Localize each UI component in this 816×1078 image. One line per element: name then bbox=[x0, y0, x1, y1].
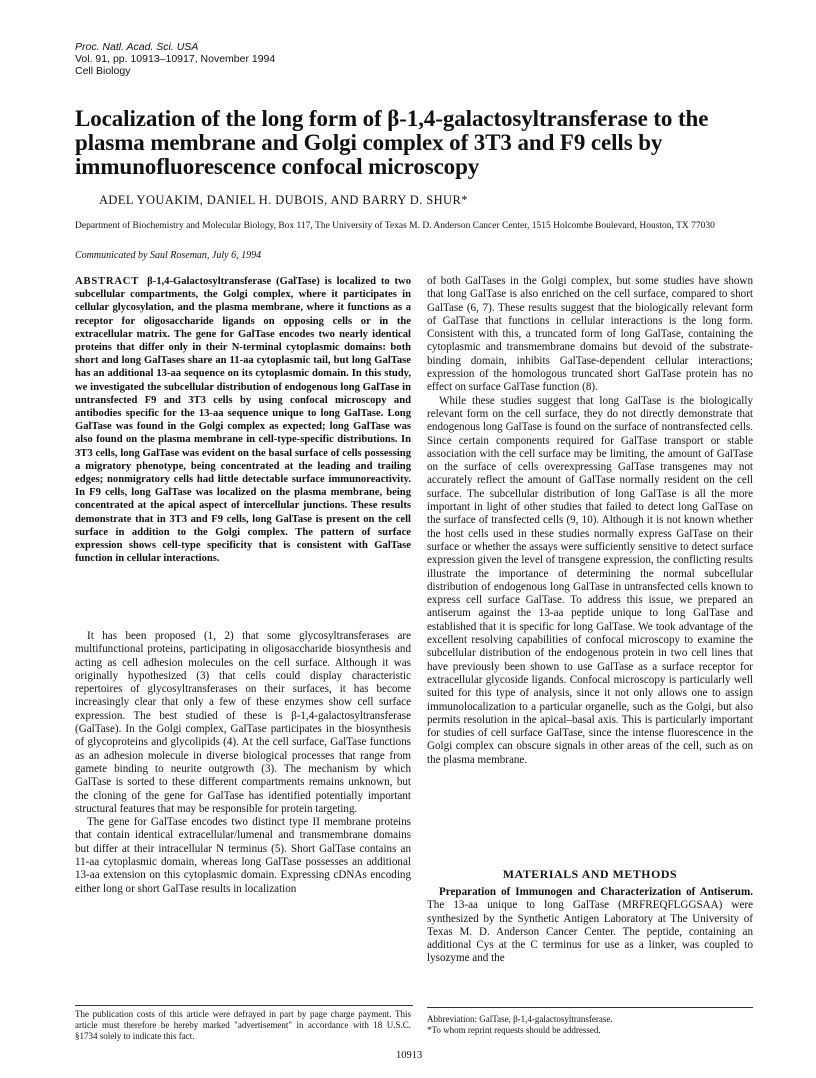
methods-paragraph bbox=[427, 886, 753, 966]
section-label: Cell Biology bbox=[75, 65, 131, 77]
methods-subheading: Preparation of Immunogen and Characterization of Antiserum. bbox=[439, 886, 753, 898]
abstract-text: β-1,4-Galactosyltransferase (GalTase) is localized to two subcellular compartments, the Golgi complex, where it participates in cellular glycosylation, and the plasma membrane, where it functions as a receptor for oligosaccharide ligands on opposing cells or in the extracellular matrix. The gene for GalTase encodes two nearly identical proteins that differ only in their N-terminal cytoplasmic domains: both short and long GalTases share an 11-aa cytoplasmic tail, but long GalTase has an additional 13-aa sequence on its cytoplasmic domain. In this study, we investigated the subcellular distribution of endogenous long GalTase in untransfected F9 and 3T3 cells by using confocal microscopy and antibodies specific for the 13-aa sequence unique to long GalTase. Long GalTase was found in the Golgi complex as expected; long GalTase was also found on the plasma membrane in cell-type-specific distributions. In 3T3 cells, long GalTase was evident on the basal surface of cells possessing a migratory phenotype, being concentrated at the leading and trailing edges; nonmigratory cells had little detectable surface immunoreactivity. In F9 cells, long GalTase was localized on the plasma membrane, being concentrated at the apical aspect of intercellular junctions. These results demonstrate that in 3T3 and F9 cells, long GalTase is present on the cell surface in addition to the Golgi complex. The pattern of surface expression shows cell-type specificity that is consistent with GalTase function in cellular interactions. bbox=[75, 276, 411, 565]
intro-paragraph-2-continued: of both GalTases in the Golgi complex, but some studies have shown that long GalTase is also enriched on the cell surface, compared to short GalTase (6, 7). These results suggest that the biologically relevant form of GalTase that functions in cellular interactions is the long form. Consistent with this, a truncated form of long GalTase, containing the cytoplasmic and transmembrane domains but devoid of the substrate-binding domain, inhibits GalTase-dependent cellular interactions; expression of the homologous truncated short GalTase protein has no effect on surface GalTase function (8). bbox=[427, 275, 753, 394]
introduction-left bbox=[75, 630, 411, 896]
footnote-divider-right bbox=[427, 1007, 753, 1008]
abstract bbox=[75, 275, 411, 565]
affiliation: Department of Biochemistry and Molecular Biology, Box 117, The University of Texas M. D. Anderson Cancer Center, 1515 Holcombe Boulevard, Houston, TX 77030 bbox=[75, 221, 715, 231]
article-title: Localization of the long form of β-1,4-galactosyltransferase to the plasma membrane and Golgi complex of 3T3 and F9 cells by immunofluorescence confocal microscopy bbox=[75, 106, 709, 179]
abstract-paragraph bbox=[75, 275, 411, 565]
section-heading-methods: MATERIALS AND METHODS bbox=[502, 867, 678, 881]
footnote-divider bbox=[75, 1005, 413, 1006]
methods-text: The 13-aa unique to long GalTase (MRFREQFLGGSAA) were synthesized by the Synthetic Antigen Laboratory at The University of Texas M. D. Anderson Cancer Center. The peptide, containing an additional Cys at the C terminus for use as a linker, was coupled to lysozyme and the bbox=[427, 899, 753, 965]
introduction-right bbox=[427, 275, 753, 767]
publication-cost-note: The publication costs of this article were defrayed in part by page charge payment. This article must therefore be hereby marked "advertisement" in accordance with 18 U.S.C. §1734 solely to indicate this fact. bbox=[75, 1009, 411, 1041]
footnotes-right bbox=[427, 1014, 753, 1036]
journal-name: Proc. Natl. Acad. Sci. USA bbox=[75, 41, 199, 53]
abstract-label: ABSTRACT bbox=[75, 276, 140, 287]
page-number: 10913 bbox=[396, 1050, 423, 1061]
communicated-by: Communicated by Saul Roseman, July 6, 1994 bbox=[75, 250, 262, 261]
intro-paragraph-1: It has been proposed (1, 2) that some glycosyltransferases are multifunctional proteins, participating in oligosaccharide biosynthesis and acting as cell adhesion molecules on the cell surface. Although it was originally hypothesized (3) that cells could display characteristic repertoires of glycosyltransferases on their surfaces, it has become increasingly clear that only a few of these enzymes show cell surface expression. The best studied of these is β-1,4-galactosyltransferase (GalTase). In the Golgi complex, GalTase participates in the biosynthesis of glycoproteins and glycolipids (4). At the cell surface, GalTase functions as an adhesion molecule in diverse biological processes that range from gamete binding to neurite outgrowth (3). The mechanism by which GalTase is sorted to these different compartments remains unknown, but the cloning of the gene for GalTase has identified potentially important structural features that may be responsible for protein targeting. bbox=[75, 630, 411, 815]
abbreviation-note: Abbreviation: GalTase, β-1,4-galactosyltransferase. bbox=[427, 1014, 613, 1024]
intro-paragraph-2: The gene for GalTase encodes two distinct type II membrane proteins that contain identical extracellular/lumenal and transmembrane domains but differ at their intracellular N terminus (5). Short GalTase contains an 11-aa cytoplasmic domain, whereas long GalTase possesses an additional 13-aa extension on this cytoplasmic domain. Expressing cDNAs encoding either long or short GalTase results in localization bbox=[75, 816, 411, 895]
author-list: ADEL YOUAKIM, DANIEL H. DUBOIS, AND BARRY D. SHUR* bbox=[99, 193, 468, 207]
volume-line: Vol. 91, pp. 10913–10917, November 1994 bbox=[75, 53, 276, 65]
intro-paragraph-3: While these studies suggest that long GalTase is the biologically relevant form on the cell surface, they do not directly demonstrate that endogenous long GalTase is found on the surface of nontransfected cells. Since certain components required for GalTase transport or stable association with the cell surface may be limiting, the amount of GalTase on the surface of cells overexpressing GalTase transgenes may not accurately reflect the amount of GalTase normally resident on the cell surface. The subcellular distribution of long GalTase is all the more important in light of other studies that failed to detect long GalTase on the surface of transfected cells (9, 10). Although it is not known whether the host cells used in these studies normally express GalTase on their surface or whether the assays were sufficiently sensitive to detect surface expression given the level of transgene expression, the conflicting results illustrate the importance of determining the normal subcellular distribution of endogenous long GalTase in untransfected cells known to express cell surface GalTase. To address this issue, we prepared an antiserum against the 13-aa peptide unique to long GalTase and established that it is specific for long GalTase. We took advantage of the excellent resolving capabilities of confocal microscopy to examine the subcellular distribution of the endogenous protein in two cell lines that have previously been shown to use GalTase as a surface receptor for extracellular glycoside ligands. Confocal microscopy is particularly well suited for this type of analysis, since it not only allows one to assign immunolocalization to a particular organelle, such as the Golgi, but also permits resolution in the apical–basal axis. This is particularly important for studies of cell surface GalTase, since the intense fluorescence in the Golgi complex can obscure signals in other areas of the cell, such as on the plasma membrane. bbox=[427, 394, 753, 766]
correspondence-note: *To whom reprint requests should be addressed. bbox=[427, 1025, 601, 1035]
journal-header bbox=[75, 41, 275, 77]
methods-section bbox=[427, 886, 753, 966]
